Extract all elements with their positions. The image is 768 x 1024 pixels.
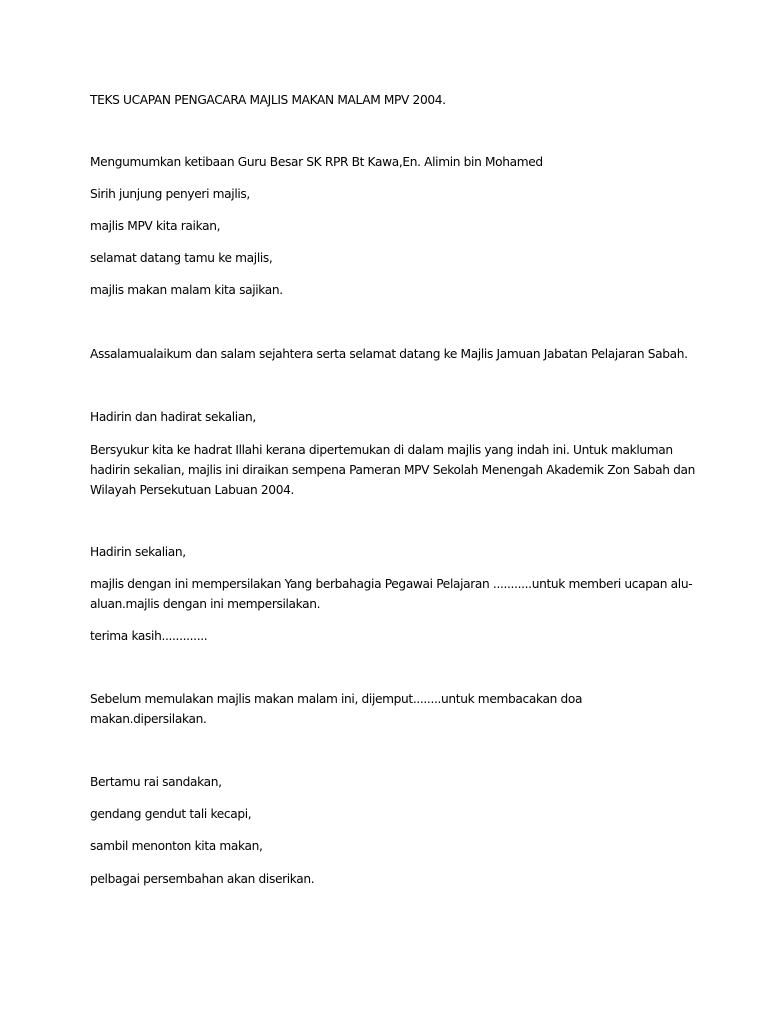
address-1: Hadirin dan hadirat sekalian, — [90, 410, 256, 424]
paragraph-2-line-1: majlis dengan ini mempersilakan Yang berbahagia Pegawai Pelajaran ...........untuk memberi ucapan alu- — [90, 577, 693, 591]
paragraph-2-line-2: aluan.majlis dengan ini mempersilakan. — [90, 597, 321, 611]
pantun-opening-line-2: majlis MPV kita raikan, — [90, 219, 221, 233]
pantun-opening-line-1: Sirih junjung penyeri majlis, — [90, 187, 250, 201]
pantun-opening-line-4: majlis makan malam kita sajikan. — [90, 283, 283, 297]
pantun-closing-line-1: Bertamu rai sandakan, — [90, 775, 222, 789]
pantun-closing-line-2: gendang gendut tali kecapi, — [90, 807, 252, 821]
pantun-closing-line-4: pelbagai persembahan akan diserikan. — [90, 872, 315, 886]
pantun-opening-line-3: selamat datang tamu ke majlis, — [90, 251, 273, 265]
paragraph-3-line-2: makan.dipersilakan. — [90, 712, 207, 726]
pantun-closing-line-3: sambil menonton kita makan, — [90, 839, 263, 853]
address-2: Hadirin sekalian, — [90, 545, 186, 559]
announcement-line: Mengumumkan ketibaan Guru Besar SK RPR Bt Kawa,En. Alimin bin Mohamed — [90, 155, 543, 169]
document-title: TEKS UCAPAN PENGACARA MAJLIS MAKAN MALAM MPV 2004. — [90, 93, 446, 107]
thanks-line: terima kasih............. — [90, 629, 208, 643]
paragraph-1-line-3: Wilayah Persekutuan Labuan 2004. — [90, 483, 295, 497]
greeting-line: Assalamualaikum dan salam sejahtera serta selamat datang ke Majlis Jamuan Jabatan Pelajaran Sabah. — [90, 347, 688, 361]
paragraph-1-line-2: hadirin sekalian, majlis ini diraikan sempena Pameran MPV Sekolah Menengah Akademik Zon Sabah dan — [90, 463, 695, 477]
paragraph-1-line-1: Bersyukur kita ke hadrat Illahi kerana dipertemukan di dalam majlis yang indah ini. Untuk makluman — [90, 443, 673, 457]
paragraph-3-line-1: Sebelum memulakan majlis makan malam ini, dijemput........untuk membacakan doa — [90, 692, 583, 706]
